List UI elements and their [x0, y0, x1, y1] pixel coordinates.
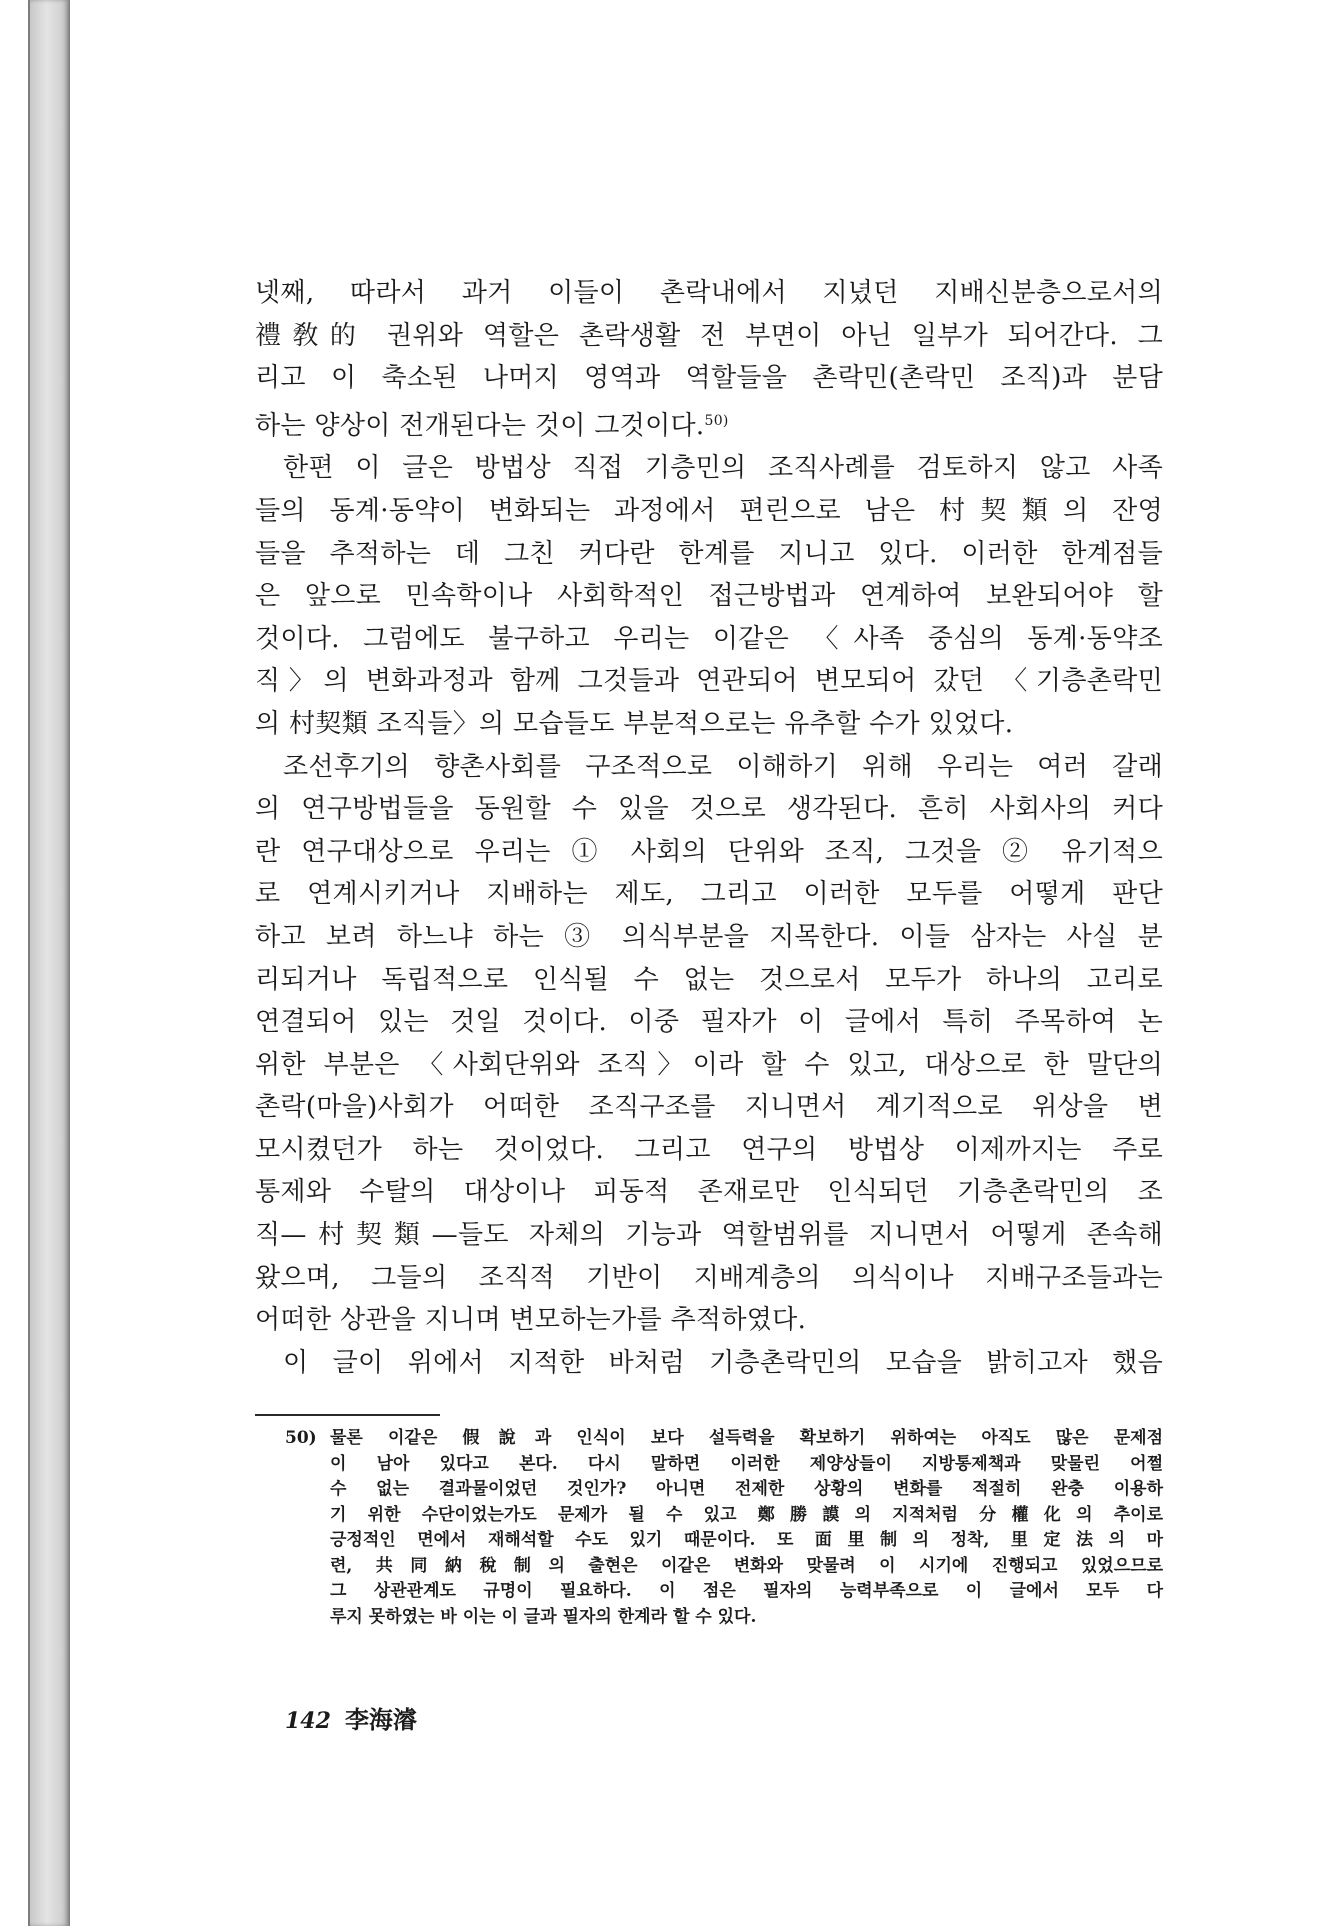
footnote-divider: [255, 1414, 440, 1416]
body-line: 들의 동계·동약이 변화되는 과정에서 편린으로 남은 村契類의 잔영: [255, 495, 1163, 526]
body-text: [255, 272, 1163, 1384]
body-line: 하고 보려 하느냐 하는 ③ 의식부분을 지목한다. 이들 삼자는 사실 분: [255, 921, 1163, 952]
footnote-line: 긍정적인 면에서 재해석할 수도 있기 때문이다. 또 面里制의 정착, 里定法의 마: [330, 1530, 1163, 1550]
body-line: 통제와 수탈의 대상이나 피동적 존재로만 인식되던 기층촌락민의 조: [255, 1177, 1163, 1208]
body-line: 의 村契類 조직들〉의 모습들도 부분적으로는 유추할 수가 있었다.: [255, 708, 1014, 739]
running-author: 李海濬: [344, 1705, 417, 1734]
body-line: 이 글이 위에서 지적한 바처럼 기층촌락민의 모습을 밝히고자 했음: [283, 1347, 1163, 1378]
page-footer: [285, 1700, 417, 1735]
body-line: 은 앞으로 민속학이나 사회학적인 접근방법과 연계하여 보완되어야 할: [255, 581, 1163, 612]
body-line: 한편 이 글은 방법상 직접 기층민의 조직사례를 검토하지 않고 사족: [283, 453, 1163, 484]
footnote-line: 루지 못하였는 바 이는 이 글과 필자의 한계라 할 수 있다.: [330, 1606, 757, 1627]
body-line: 넷째, 따라서 과거 이들이 촌락내에서 지녔던 지배신분층으로서의: [255, 278, 1163, 308]
body-line: 연결되어 있는 것일 것이다. 이중 필자가 이 글에서 특히 주목하여 논: [255, 1007, 1163, 1038]
footnote-line: 그 상관관계도 규명이 필요하다. 이 점은 필자의 능력부족으로 이 글에서 모두 다: [330, 1581, 1163, 1601]
body-line: 직—村契類—들도 자체의 기능과 역할범위를 지니면서 어떻게 존속해: [255, 1220, 1163, 1251]
body-line: 란 연구대상으로 우리는 ① 사회의 단위와 조직, 그것을 ② 유기적으: [255, 836, 1163, 867]
footnote: [285, 1426, 1163, 1630]
footnote-line: 이 남아 있다고 본다. 다시 말하면 이러한 제양상들이 지방통제책과 맞물린 어쩔: [330, 1453, 1163, 1474]
body-line: 의 연구방법들을 동원할 수 있을 것으로 생각된다. 흔히 사회사의 커다: [255, 794, 1163, 825]
body-line: 리고 이 축소된 나머지 영역과 역할들을 촌락민(촌락민 조직)과 분담: [255, 363, 1163, 394]
body-line: 모시켰던가 하는 것이었다. 그리고 연구의 방법상 이제까지는 주로: [255, 1134, 1163, 1165]
body-line: 촌락(마을)사회가 어떠한 조직구조를 지니면서 계기적으로 위상을 변: [255, 1092, 1163, 1123]
book-spine-edge: [28, 0, 72, 1926]
footnote-line: 수 없는 결과물이었던 것인가? 아니면 전제한 상황의 변화를 적절히 완충 이용하: [330, 1479, 1163, 1499]
footnote-line: 기 위한 수단이었는가도 문제가 될 수 있고 鄭勝謨의 지적처럼 分權化의 추이로: [330, 1504, 1163, 1525]
page-number: 142: [285, 1708, 331, 1734]
body-line: 것이다. 그럼에도 불구하고 우리는 이같은 〈사족 중심의 동계·동약조: [255, 623, 1163, 654]
footnote-body: [330, 1426, 1163, 1630]
body-line: 리되거나 독립적으로 인식될 수 없는 것으로서 모두가 하나의 고리로: [255, 964, 1163, 995]
footnote-number: 50): [285, 1428, 317, 1448]
body-line: 조선후기의 향촌사회를 구조적으로 이해하기 위해 우리는 여러 갈래: [283, 751, 1163, 782]
footnote-line: 물론 이같은 假說과 인식이 보다 설득력을 확보하기 위하여는 아직도 많은 문제점: [330, 1428, 1163, 1448]
body-line: 禮敎的 권위와 역할은 촌락생활 전 부면이 아닌 일부가 되어간다. 그: [255, 320, 1163, 351]
body-line: 들을 추적하는 데 그친 커다란 한계를 지니고 있다. 이러한 한계점들: [255, 538, 1163, 569]
body-line-text: 하는 양상이 전개된다는 것이 그것이다.: [255, 410, 705, 441]
body-line: 직〉의 변화과정과 함께 그것들과 연관되어 변모되어 갔던 〈기층촌락민: [255, 666, 1163, 697]
body-line: 어떠한 상관을 지니며 변모하는가를 추적하였다.: [255, 1305, 807, 1336]
body-line: 로 연계시키거나 지배하는 제도, 그리고 이러한 모두를 어떻게 판단: [255, 879, 1163, 910]
body-line: 위한 부분은 〈사회단위와 조직〉이라 할 수 있고, 대상으로 한 말단의: [255, 1049, 1163, 1080]
footnote-reference[interactable]: 50): [704, 412, 729, 429]
body-line: [255, 400, 1163, 448]
body-line: 왔으며, 그들의 조직적 기반이 지배계층의 의식이나 지배구조들과는: [255, 1262, 1163, 1293]
footnote-line: 련, 共同納稅制의 출현은 이같은 변화와 맞물려 이 시기에 진행되고 있었으므로: [330, 1555, 1163, 1576]
